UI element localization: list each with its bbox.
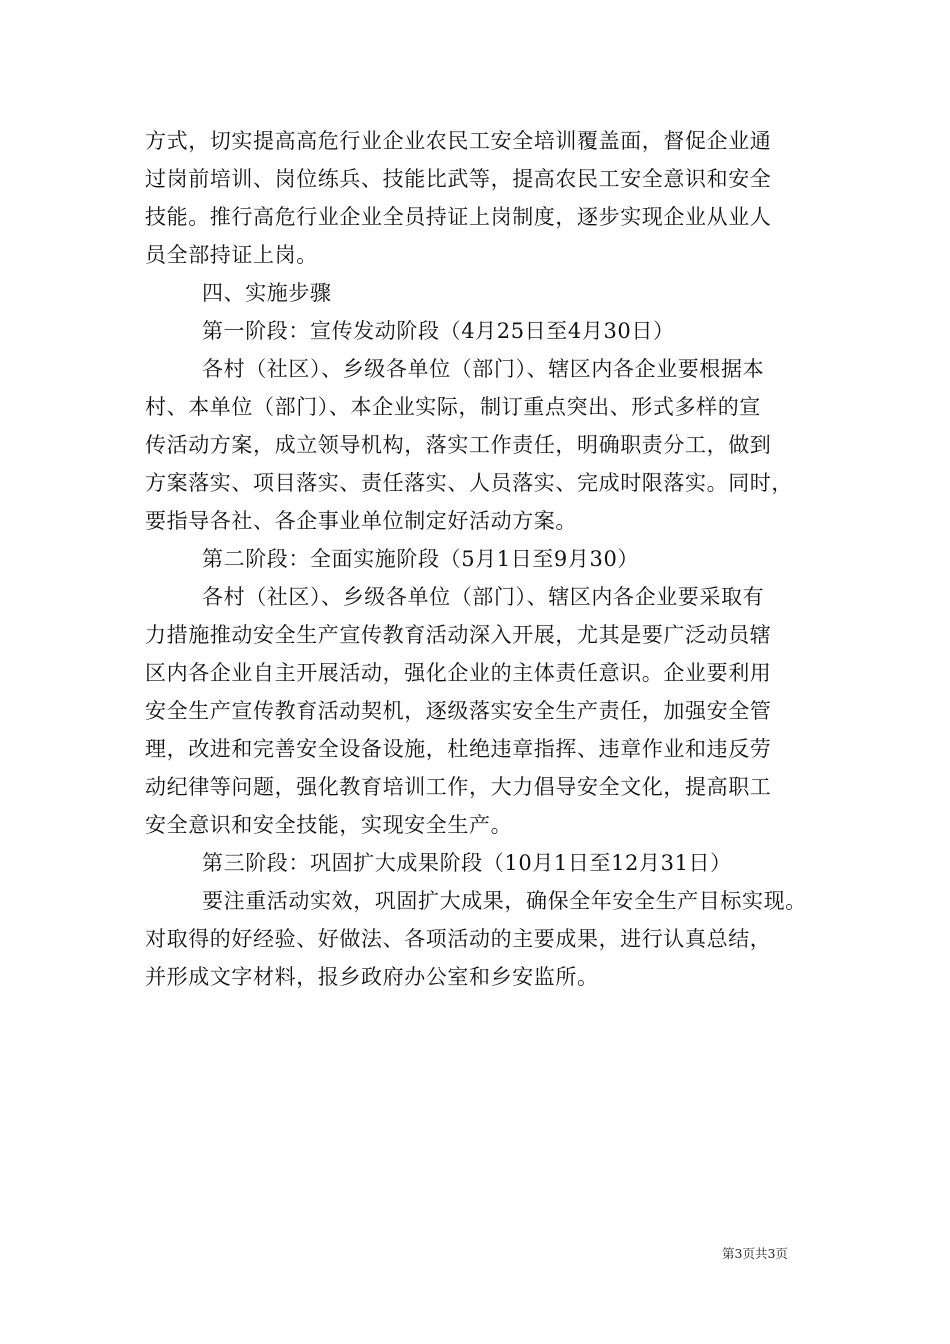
text-line: 传活动方案，成立领导机构，落实工作责任，明确职责分工，做到: [145, 433, 772, 457]
text-line: 理，改进和完善安全设备设施，杜绝违章指挥、违章作业和违反劳: [145, 737, 772, 761]
text-line: 要注重活动实效，巩固扩大成果，确保全年安全生产目标实现。: [202, 889, 807, 913]
text-line: 安全意识和安全技能，实现安全生产。: [145, 813, 513, 837]
text-line: 方案落实、项目落实、责任落实、人员落实、完成时限落实。同时，: [145, 471, 793, 495]
text-line: 安全生产宣传教育活动契机，逐级落实安全生产责任，加强安全管: [145, 699, 772, 723]
phase-heading: 第二阶段：全面实施阶段（5月1日至9月30）: [202, 547, 640, 571]
text-line: 各村（社区）、乡级各单位（部门）、辖区内各企业要根据本: [202, 357, 765, 381]
text-line: 员全部持证上岗。: [145, 243, 318, 267]
document-body: [145, 122, 825, 996]
text-line: 区内各企业自主开展活动，强化企业的主体责任意识。企业要利用: [145, 661, 772, 685]
text-line: 并形成文字材料，报乡政府办公室和乡安监所。: [145, 965, 599, 989]
page-number: 第3页共3页: [722, 1246, 788, 1261]
text-line: 方式，切实提高高危行业企业农民工安全培训覆盖面，督促企业通: [145, 129, 772, 153]
text-line: 各村（社区）、乡级各单位（部门）、辖区内各企业要采取有: [202, 585, 765, 609]
text-line: 村、本单位（部门）、本企业实际，制订重点突出、形式多样的宣: [145, 395, 761, 419]
text-line: 技能。推行高危行业企业全员持证上岗制度，逐步实现企业从业人: [145, 205, 772, 229]
text-line: 对取得的好经验、好做法、各项活动的主要成果，进行认真总结，: [145, 927, 772, 951]
text-line: 动纪律等问题，强化教育培训工作，大力倡导安全文化，提高职工: [145, 775, 772, 799]
text-line: 力措施推动安全生产宣传教育活动深入开展，尤其是要广泛动员辖: [145, 623, 772, 647]
phase-heading: 第一阶段：宣传发动阶段（4月25日至4月30日）: [202, 319, 675, 343]
text-line: 要指导各社、各企事业单位制定好活动方案。: [145, 509, 577, 533]
phase-heading: 第三阶段：巩固扩大成果阶段（10月1日至12月31日）: [202, 851, 732, 875]
text-line: 过岗前培训、岗位练兵、技能比武等，提高农民工安全意识和安全: [145, 167, 772, 191]
section-heading: 四、实施步骤: [202, 281, 332, 305]
